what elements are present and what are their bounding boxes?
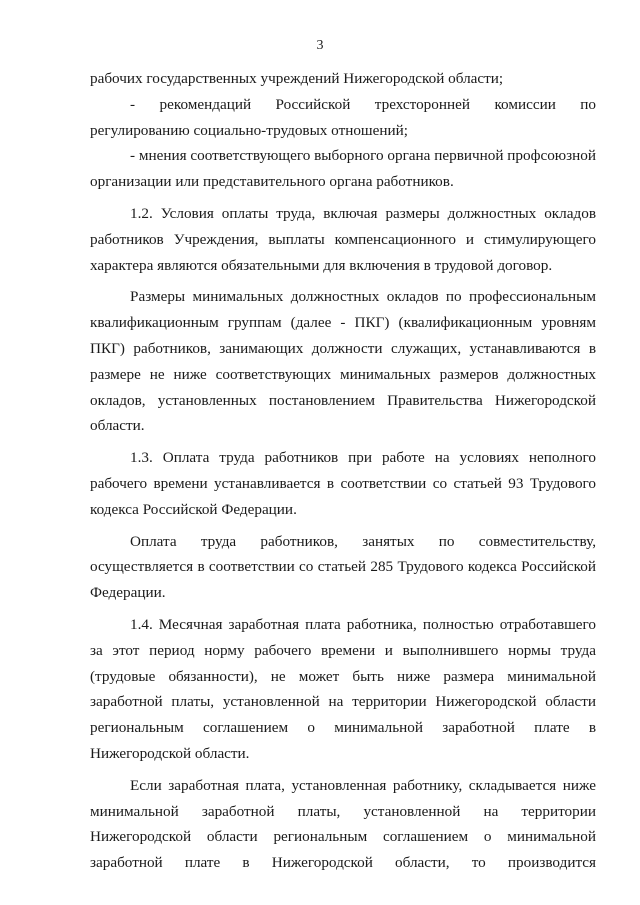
paragraph-section-1-4: 1.4. Месячная заработная плата работника, полностью отработавшего за этот период норму рабочего времени и выполнившего нормы труда (трудовые обязанности), не может быть ниже размера минимальной заработной платы, установленной на территории Нижегородской области региональным соглашением о минимальной заработной плате в Нижегородской области. — [90, 615, 596, 762]
paragraph-minimum-salaries: Размеры минимальных должностных окладов по профессиональным квалификационным группам (далее - ПКГ) (квалификационным уровням ПКГ) работников, занимающих должности служащих, устанавливаются в размере не ниже соответствующих минимальных размеров должностных окладов, установленных постановлением Правительства Нижегородской области. — [90, 288, 596, 435]
paragraph-salary-below-minimum: Если заработная плата, установленная работнику, складывается ниже минимальной заработной платы, установленной на территории Нижегородской области региональным соглашением о минимальной заработной плате в Нижегородской области, то производится — [90, 776, 596, 872]
paragraph-list-item-union-opinion: - мнения соответствующего выборного органа первичной профсоюзной организации или представительного органа работников. — [90, 147, 596, 191]
page-number: 3 — [316, 38, 324, 53]
paragraph-continuation: рабочих государственных учреждений Нижегородской области; — [90, 70, 504, 87]
paragraph-list-item-recommendations: - рекомендаций Российской трехсторонней комиссии по регулированию социально-трудовых отношений; — [90, 95, 596, 139]
paragraph-section-1-3: 1.3. Оплата труда работников при работе на условиях неполного рабочего времени устанавливается в соответствии со статьей 93 Трудового кодекса Российской Федерации. — [90, 449, 596, 518]
paragraph-part-time: Оплата труда работников, занятых по совместительству, осуществляется в соответствии со статьей 285 Трудового кодекса Российской Федерации. — [90, 532, 596, 602]
paragraph-section-1-2: 1.2. Условия оплаты труда, включая размеры должностных окладов работников Учреждения, выплаты компенсационного и стимулирующего характера являются обязательными для включения в трудовой договор. — [90, 204, 596, 274]
document-body — [90, 66, 596, 876]
